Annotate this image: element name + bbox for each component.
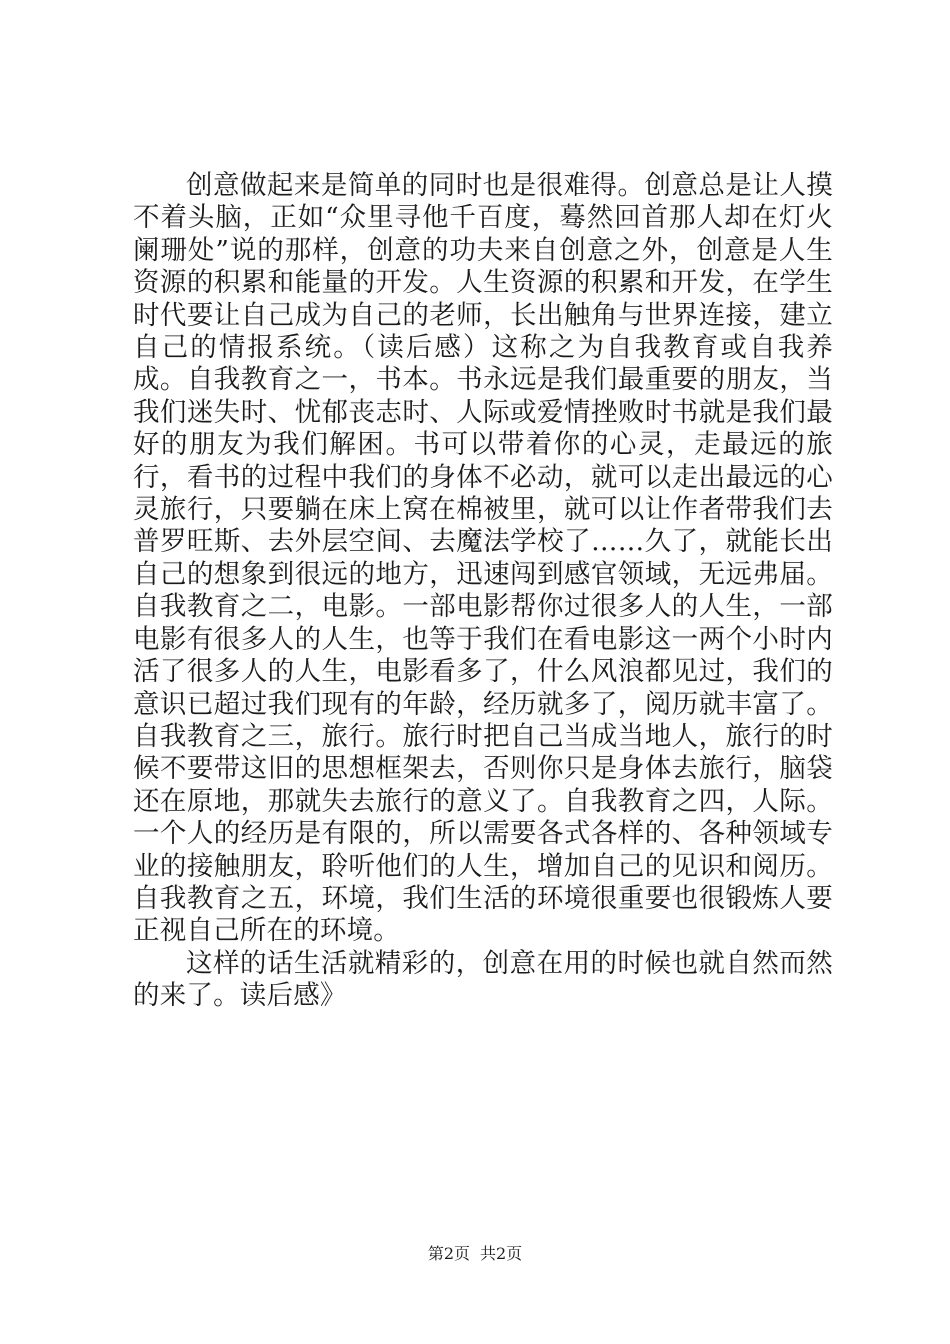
paragraph-2: 这样的话生活就精彩的，创意在用的时候也就自然而然的来了。读后感》: [133, 947, 833, 1012]
page-footer: [0, 1244, 950, 1264]
page-number: 第2页: [427, 1244, 470, 1263]
document-body: [133, 170, 833, 1013]
page-total: 共2页: [480, 1244, 523, 1263]
paragraph-1: 创意做起来是简单的同时也是很难得。创意总是让人摸不着头脑，正如“众里寻他千百度，蓦然回首那人却在灯火阑珊处”说的那样，创意的功夫来自创意之外，创意是人生资源的积累和能量的开发。人生资源的积累和开发，在学生时代要让自己成为自己的老师，长出触角与世界连接，建立自己的情报系统。（读后感）这称之为自我教育或自我养成。自我教育之一，书本。书永远是我们最重要的朋友，当我们迷失时、忧郁丧志时、人际或爱情挫败时书就是我们最好的朋友为我们解困。书可以带着你的心灵，走最远的旅行，看书的过程中我们的身体不必动，就可以走出最远的心灵旅行，只要躺在床上窝在棉被里，就可以让作者带我们去普罗旺斯、去外层空间、去魔法学校了……久了，就能长出自己的想象到很远的地方，迅速闯到感官领域，无远弗届。自我教育之二，电影。一部电影帮你过很多人的人生，一部电影有很多人的人生，也等于我们在看电影这一两个小时内活了很多人的人生，电影看多了，什么风浪都见过，我们的意识已超过我们现有的年龄，经历就多了，阅历就丰富了。自我教育之三，旅行。旅行时把自己当成当地人，旅行的时候不要带这旧的思想框架去，否则你只是身体去旅行，脑袋还在原地，那就失去旅行的意义了。自我教育之四，人际。一个人的经历是有限的，所以需要各式各样的、各种领域专业的接触朋友，聆听他们的人生，增加自己的见识和阅历。自我教育之五，环境，我们生活的环境很重要也很锻炼人要正视自己所在的环境。: [133, 170, 833, 947]
